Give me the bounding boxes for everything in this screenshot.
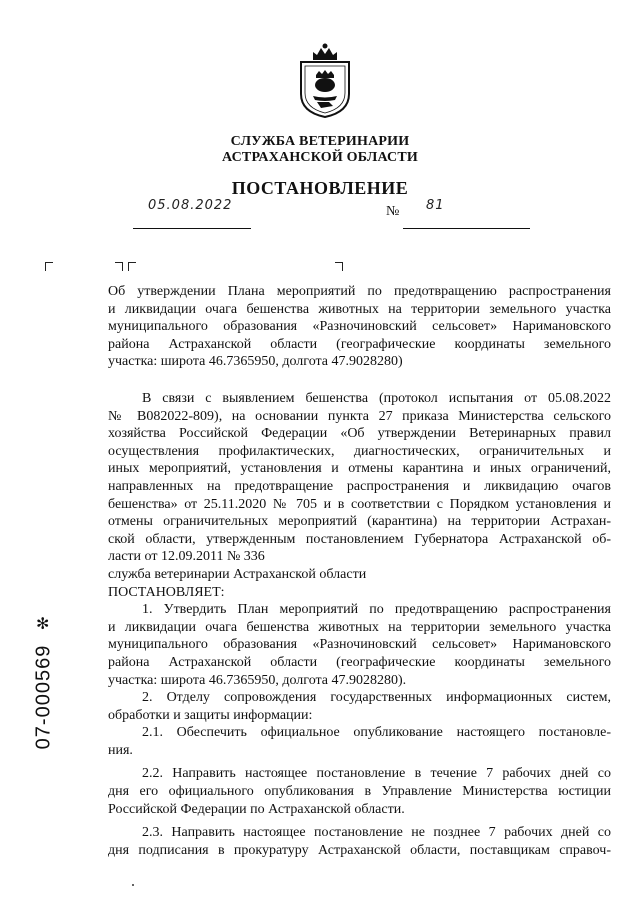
- preamble-line: иных мероприятий, установления и отмены карантина и иных ограничений,: [108, 461, 611, 477]
- preamble-line: хозяйства Российской Федерации «Об утверждении Ветеринарных правил: [108, 426, 611, 442]
- item-1-line: муниципального образования «Разночиновский сельсовет» Наримановского: [108, 637, 611, 653]
- item-2-line: 2. Отделу сопровождения государственных информационных систем,: [142, 690, 611, 706]
- subject-line: участка: широта 46.7365950, долгота 47.9028280): [108, 354, 403, 370]
- item-1-line: 1. Утвердить План мероприятий по предотвращению распространения: [142, 602, 611, 618]
- corner-mark-left-inner-b: [128, 262, 136, 271]
- side-star-mark: ✻: [36, 614, 50, 633]
- corner-mark-left-outer: [45, 262, 53, 271]
- preamble-line: В связи с выявлением бешенства (протокол испытания от 05.08.2022: [142, 391, 611, 406]
- preamble-line: направленных на предотвращение распространения и ликвидацию очагов: [108, 478, 611, 494]
- page-dot-mark: [132, 884, 134, 886]
- side-registration-number: 07-000569: [32, 644, 55, 750]
- item-2-1-line: ния.: [108, 742, 133, 758]
- agency-name-line-2: АСТРАХАНСКОЙ ОБЛАСТИ: [221, 150, 418, 165]
- preamble-line: ласти от 12.09.2011 № 336: [108, 549, 265, 565]
- item-1-line: участка: широта 46.7365950, долгота 47.9028280).: [108, 672, 407, 688]
- item-2-1-line: 2.1. Обеспечить официальное опубликование настоящего постановле-: [142, 725, 611, 741]
- subject-line: Об утверждении Плана мероприятий по предотвращению распространения: [108, 284, 611, 299]
- coat-of-arms-emblem: [299, 42, 351, 118]
- item-1-line: района Астраханской области (географические координаты земельного: [108, 654, 611, 670]
- number-underline: [403, 213, 530, 229]
- item-2-2-line: 2.2. Направить настоящее постановление в течение 7 рабочих дней со: [142, 766, 611, 782]
- preamble-line: отмены ограничительных мероприятий (карантина) на территории Астрахан-: [108, 514, 611, 530]
- item-2-line: обработки и защиты информации:: [108, 707, 313, 723]
- date-underline: [133, 213, 251, 229]
- corner-mark-left-inner-a: [115, 262, 123, 271]
- item-1-line: и ликвидации очага бешенства животных на территории земельного участка: [108, 619, 611, 635]
- item-2-2-line: Российской Федерации по Астраханской области.: [108, 801, 405, 817]
- side-registration-stamp: [33, 622, 55, 772]
- preamble-line: ской области, утвержденным постановлением Губернатора Астраханской об-: [108, 531, 611, 547]
- subject-line: и ликвидации очага бешенства животных на территории земельного участка: [108, 301, 611, 317]
- preamble-line: осуществления профилактических, диагностических, ограничительных и: [108, 443, 611, 459]
- document-number: 81: [426, 198, 445, 213]
- number-sign: №: [386, 204, 400, 219]
- subject-line: муниципального образования «Разночиновский сельсовет» Наримановского: [108, 319, 611, 335]
- preamble-line: бешенства» от 25.11.2020 № 705 и в соответствии с Порядком установления и: [108, 496, 611, 512]
- document-type-title: ПОСТАНОВЛЕНИЕ: [231, 178, 409, 198]
- item-2-2-line: дня его официального опубликования в Управление Министерства юстиции: [108, 784, 611, 800]
- subject-line: района Астраханской области (географические координаты земельного: [108, 336, 611, 352]
- item-2-3-line: дня подписания в прокуратуру Астраханской области, поставщикам справоч-: [108, 842, 611, 858]
- preamble-line: № В082022-809), на основании пункта 27 приказа Министерства сельского: [108, 408, 611, 424]
- decree-subject: служба ветеринарии Астраханской области: [108, 566, 367, 582]
- agency-name-line-1: СЛУЖБА ВЕТЕРИНАРИИ: [230, 134, 410, 149]
- corner-mark-right: [335, 262, 343, 271]
- document-body: [108, 390, 611, 859]
- document-subject: [108, 283, 611, 371]
- decree-verb: ПОСТАНОВЛЯЕТ:: [108, 584, 225, 600]
- item-2-3-line: 2.3. Направить настоящее постановление не позднее 7 рабочих дней со: [142, 825, 611, 841]
- document-date: 05.08.2022: [148, 198, 233, 213]
